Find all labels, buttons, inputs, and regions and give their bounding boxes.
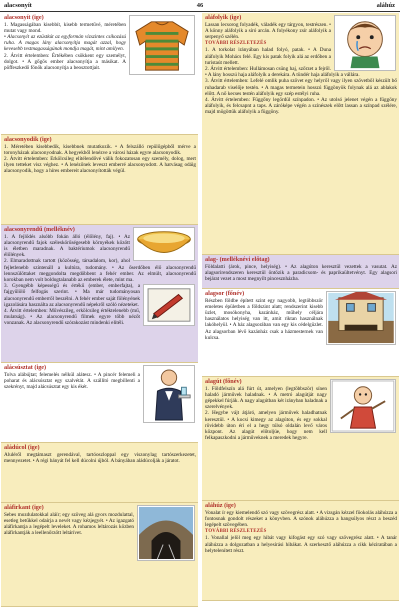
sense-3: 3. Gyengébb képességű és értékű (ember, emberfajta), a fajgyűlölő felfogás szerint. • Ma már tudományosan alacsonyrendű emberről beszélni. A fehér ember saját fölényének igazolására használta az alacsonyrendű népekről szóló nézeteket. xyxy=(4,283,140,308)
page-number: 46 xyxy=(196,2,204,9)
headword: alácsúsztat (ige) xyxy=(4,364,47,371)
example-1: • Alacsonyít az ezüstkút az egyformán vízszintes csíkozású ruha. A magas lány alacsonyítja magát azzal, hogy kevesebb testmagasságúnak mondja magát, mint amilyen. xyxy=(4,34,126,53)
sense-1: Tolva alábújtat; felemelés nélkül alátesz. • A pincér felemeli a poharat és alácsúsztat egy szalvétát. A szállító megbillenti a szekrényt, majd alácsúsztat egy kis ékét. xyxy=(4,371,140,390)
sense-2: 2. Elmaradottnak tartott (közösség, társadalom, kor), ahol fejletlenebb színtenáll a kultúra, tudomány. • Az őserdőben élő alacsonyrendű lennszülöttaket meggondolta megdöbbent a fehér ember. Az elmúlt, alacsonyrendű korokban nem volt boldogtalanabb az emberek élete, mint ma. xyxy=(4,258,196,284)
entry-alagut xyxy=(202,377,399,501)
sense-2: 2. Hegybe vájt átjáró, amelyen járművek haladhatnak keresztül. • A kocsi kimegy az alagúton, és egy sokkal rövidebb úton éri el a hegy túlsó oldalán levő város központ. Az alagút előtoljúe, hogy nem kell felkapaszkodni a járműveknek a meredek hegyre. xyxy=(205,410,327,442)
right-column xyxy=(202,13,399,609)
basement-icon xyxy=(326,291,396,345)
sense-1: Részben földbe épített szint egy nagyobb, legtöbbször emeletes épületben a földszint alatt; rendszerint kisebb üzlet, mosókonyha, kazánház, műhely céljára használatos helyiség van itt, amit riktan használnak lakóhelyül. • A ház alagsorában van egy kis cédelgüzlet. Az alagsorban lévő kazánház csak a házmesternek van kulcsa. xyxy=(205,297,323,341)
detail-3: 3. Átvitt értelemben: Lefelé omlik puha szövet egy helyről vagy ilyen szövetből készült bő ruhadarab viselője testén. • A magas termetein hosszú függönyök folynak alá az ablakok előtt. A nő kecses testén aláfolyik egy szép estélyi ruha. xyxy=(205,78,397,97)
detail-1: 1. Vonallal jelöl meg egy hibát vagy kifogást egy szó vagy szövegrész alatt. • A tanár aláhúzza a dolgozatban a helyesírási hibákat. A szerkesztő aláhúzza a cikk kéziratában a helytelenített részt. xyxy=(205,535,397,554)
sense-1: Földalatti (árok, pince, helyiség). • Az alagúton keresztül vezettek a vasutat. Az alagsorirendszeren keresztül öntözik a paradicsom- és paprikaültetvényt. Egy alagsori bejárat vezet a most megnyílt pincesznházba. xyxy=(205,263,397,282)
sense-4: 4. Átvitt értelemben: Művészileg, erkölcsileg értéktelenebb (mű, mulatság). • Az alacsonyrendű filmek egyre több nézőt vonzanak. Az alacsonyrendű szórakozást mindenki elítéli. xyxy=(4,308,140,327)
entry-alacsonyrendu xyxy=(1,225,198,363)
entry-alag xyxy=(202,255,399,289)
bowl-icon xyxy=(133,227,195,261)
subheading-details: TOVÁBBI RÉSZLETEZÉS xyxy=(205,529,267,535)
sense-1: 1. A fejlődés alsóbb fokán álló (élőlény, faj). • Az alacsonyrendű fajok széleskörűségesebb környékek között is életben maradnak. A baktériumok alacsonyrendű élőlények. xyxy=(4,233,130,259)
entry-aladucol xyxy=(1,443,198,503)
pen-icon xyxy=(143,284,195,326)
page-header xyxy=(0,0,400,12)
headword: aláfirkant (ige) xyxy=(4,504,44,511)
headword: aláfolyik (ige) xyxy=(205,14,242,21)
sense-2: 2. Átvitt értelemben: Értékében csökkent egy személyt, dolgot. • A gőgös ember alacsonyítja a másikat. A pöffeszkedő fönök alacsonyítja a beosztottjait. xyxy=(4,52,126,72)
header-left-word: alacsonyít xyxy=(4,2,32,9)
entry-alahuz xyxy=(202,501,399,601)
entry-alafirkant xyxy=(1,503,198,607)
sense-1: 1. Földfelszín alá fúrt út, amelyen (legtöbbször) sínen haladó járművek haladnak. • A metró alagútját nagy gépekkel fúrják. A nagy alagútban két irányban haladnak a szerelvények. xyxy=(205,385,327,411)
sense-2: 2. Átvitt értelemben: Erkölcsileg elítélendővé válik fokozatosan egy személy, dolog, mert ilyen tetteket visz véghez. • A lenézőnek leveszt emberré alacsonyodott. A hatvásag odáig alacsonyodik, hogy a híres embereit alacsonyították végül. xyxy=(4,156,196,175)
entry-alacsusztat xyxy=(1,363,198,443)
sense-1: Aluléről megtámaszt gerendával, tartóoszloppal egy viszonylag tartószerkezetet, mennyezetet. • A régi bányát fel kell dúcolni újból. A bányában aládúcolják a járatot. xyxy=(4,451,196,464)
crying-child-icon xyxy=(334,15,396,71)
headword: aláhúz (ige) xyxy=(205,502,236,509)
detail-1: 1. A torkolat irányában halad folyó, patak. • A Duna aláfolyik Mohács felé. Egy kis patak folyik alá az erdőben a turistaút mellett. xyxy=(205,47,331,66)
detail-4: 4. Átvitt értelemben: Függőny legördül színpadon. • Az utolsó jelenet végén a függöny aláfolyik, és felcsapnt a taps. A záróképe végén a színészek előtt lassan a színpad szélére, majd mögöttük aláfolyik a függöny. xyxy=(205,97,397,116)
detail-2: 2. Átvitt értelemben: Hullámosan csüng haj, szőrzet a fejről. • A lány hosszú haja aláfolyik a derekára. A tündér haja aláfolyik a vállára. xyxy=(205,66,360,79)
waiter-icon xyxy=(143,365,195,423)
headword: alacsonyít (ige) xyxy=(4,14,44,21)
headword: aládúcol (ige) xyxy=(4,444,40,451)
sense-1: 1. Magasságában kisebbít, kisebb termetűvé, méretében mutat vagy mond. xyxy=(4,21,126,34)
headword: alagsor (főnév) xyxy=(205,290,245,297)
entry-alacsonyodik xyxy=(1,135,198,225)
sense-main: Lassan lecsorog folyadék, váladék egy tárgyon, testrészen. • A könny aláfolyik a síró arcán. A folyékony zsír aláfolyik a serpenyő szélén. xyxy=(205,21,331,40)
headword: alagút (főnév) xyxy=(205,378,242,385)
subheading-details: TOVÁBBI RÉSZLETEZÉS xyxy=(205,41,267,47)
cartoon-figure-icon xyxy=(330,379,396,433)
tunnel-icon xyxy=(137,505,195,561)
left-column xyxy=(1,13,198,609)
header-right-word: aláhúz xyxy=(376,2,395,9)
headword: alacsonyodik (ige) xyxy=(4,136,52,143)
sweater-icon xyxy=(129,15,195,75)
sense-main: Vonalat ír egy kiemelendő szó vagy szövegrész alatt. • A vizsgán kézzel föokolás aláhúzza a fontosnak gondolt részeket a könyvben. A szónok aláhúzza a hangsúlyos részt a beszéd legépelt szövegében. xyxy=(205,509,397,528)
sense-1: 1. Méretében kisebbedik, kisebbnek mutatkozik. • A felszálló repülőgépből mérve a toronyházak alacsonyodnak. A hegyekből lenézve a városi házak egyre alacsonyodik. xyxy=(4,143,196,156)
entry-alafolyik xyxy=(202,13,399,255)
headword: alacsonyrendű (melléknév) xyxy=(4,226,75,233)
entry-alacsonyit xyxy=(1,13,198,135)
entry-alagsor xyxy=(202,289,399,377)
sense-1: Sebes mozdulatokkal aláír; egy szöveg alá gyors mozdulattal, esetleg betűkkel odaírja a nevét vagy kézjegyét. • Az igazgató aláfirkantja a legépelt leveleket. A rohamos leltározás közben aláfirkantják a leellenőrzött leltárívet. xyxy=(4,511,134,537)
headword: alag- (melléknévi előtag) xyxy=(205,256,270,263)
